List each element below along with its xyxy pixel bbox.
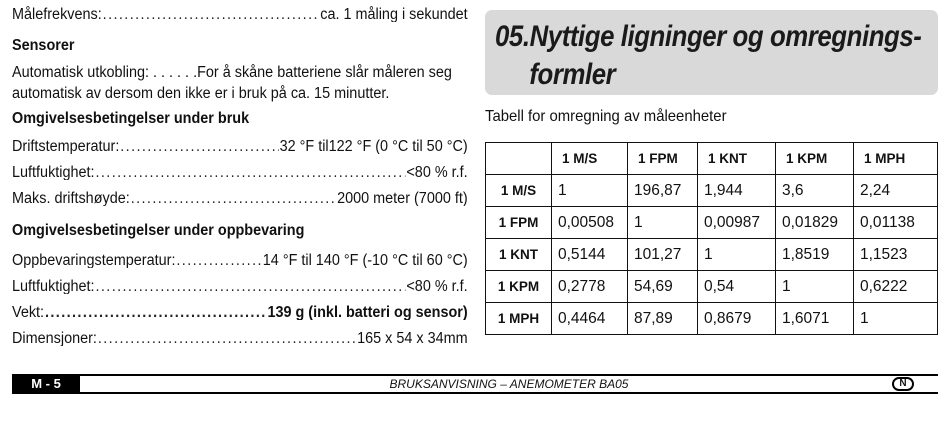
spec-value: 14 °F til 140 °F (-10 °C til 60 °C) <box>262 251 468 268</box>
spec-label: Vekt: <box>12 303 45 320</box>
table-cell: 1 <box>552 175 628 207</box>
heading-oppbevaring: Omgivelsesbetingelser under oppbevaring <box>12 222 305 239</box>
table-row <box>486 207 938 239</box>
table-row <box>486 175 938 207</box>
spec-row-hoyde <box>12 184 468 206</box>
auto-off-text-2: automatisk av dersom den ikke er i bruk på ca. 15 minutter. <box>12 85 390 102</box>
spec-value: 139 g (inkl. batteri og sensor) <box>267 303 468 320</box>
section-title-line-1: 05.Nyttige ligninger og omregnings- <box>495 20 922 53</box>
table-cell: 87,89 <box>628 303 698 335</box>
page-number: M - 5 <box>31 376 61 391</box>
table-row <box>486 303 938 335</box>
table-cell: 1 <box>698 239 776 271</box>
table-cell: 1,944 <box>698 175 776 207</box>
spec-label: Målefrekvens: <box>12 5 102 22</box>
spec-value: <80 % r.f. <box>406 277 468 294</box>
column-header: 1 M/S <box>552 143 628 175</box>
table-cell: 1,6071 <box>776 303 854 335</box>
table-cell: 1,1523 <box>854 239 938 271</box>
spec-value: <80 % r.f. <box>406 163 468 180</box>
dot-leader: . . . . . . <box>149 64 198 81</box>
row-header: 1 MPH <box>486 303 552 335</box>
spec-auto-off <box>12 62 468 104</box>
spec-row-malefrekvens <box>12 0 468 22</box>
table-cell: 101,27 <box>628 239 698 271</box>
table-cell: 196,87 <box>628 175 698 207</box>
section-title <box>495 18 921 94</box>
spec-label: Automatisk utkobling: <box>12 64 150 81</box>
spec-value: ca. 1 måling i sekundet <box>320 5 468 22</box>
spec-value: 2000 meter (7000 ft) <box>337 189 468 206</box>
dot-leader <box>95 279 405 295</box>
dot-leader <box>95 165 405 181</box>
table-cell: 1 <box>854 303 938 335</box>
column-header: 1 KPM <box>776 143 854 175</box>
language-badge: N <box>892 377 914 391</box>
dot-leader <box>98 331 356 347</box>
spec-label: Oppbevaringstemperatur: <box>12 251 176 268</box>
table-cell: 1 <box>628 207 698 239</box>
table-header-row <box>486 143 938 175</box>
footer-band <box>80 376 938 392</box>
corner-cell <box>486 143 552 175</box>
table-cell: 0,2778 <box>552 271 628 303</box>
spec-row-vekt <box>12 298 468 320</box>
table-cell: 0,8679 <box>698 303 776 335</box>
table-cell: 0,4464 <box>552 303 628 335</box>
spec-row-drift-temp <box>12 132 468 154</box>
column-header: 1 KNT <box>698 143 776 175</box>
section-title-line-2: formler <box>529 58 616 91</box>
page-footer <box>12 374 938 394</box>
table-cell: 3,6 <box>776 175 854 207</box>
table-cell: 54,69 <box>628 271 698 303</box>
spec-label: Driftstemperatur: <box>12 137 120 154</box>
dot-leader <box>45 305 267 321</box>
table-cell: 0,00987 <box>698 207 776 239</box>
spec-label: Maks. driftshøyde: <box>12 189 130 206</box>
auto-off-text-1: For å skåne batteriene slår måleren seg <box>197 64 452 81</box>
table-cell: 0,54 <box>698 271 776 303</box>
spec-row-luft-1 <box>12 158 468 180</box>
row-header: 1 KPM <box>486 271 552 303</box>
spec-label: Luftfuktighet: <box>12 277 95 294</box>
table-cell: 1 <box>776 271 854 303</box>
table-row <box>486 239 938 271</box>
dot-leader <box>103 7 320 23</box>
spec-label: Dimensjoner: <box>12 329 97 346</box>
spec-value: 165 x 54 x 34mm <box>357 329 468 346</box>
row-header: 1 M/S <box>486 175 552 207</box>
table-caption: Tabell for omregning av måleenheter <box>485 108 727 125</box>
dot-leader <box>120 139 278 155</box>
spec-row-oppbev-temp <box>12 246 468 268</box>
table-row <box>486 271 938 303</box>
table-cell: 0,01829 <box>776 207 854 239</box>
document-title: BRUKSANVISNING – ANEMOMETER BA05 <box>389 377 629 391</box>
heading-sensorer: Sensorer <box>12 37 75 54</box>
conversion-table <box>485 142 938 335</box>
spec-row-luft-2 <box>12 272 468 294</box>
column-header: 1 MPH <box>854 143 938 175</box>
heading-bruk: Omgivelsesbetingelser under bruk <box>12 110 250 127</box>
row-header: 1 FPM <box>486 207 552 239</box>
spec-label: Luftfuktighet: <box>12 163 95 180</box>
table-cell: 0,01138 <box>854 207 938 239</box>
spec-row-dimensjoner <box>12 324 468 346</box>
table-cell: 0,5144 <box>552 239 628 271</box>
dot-leader <box>176 253 261 269</box>
table-cell: 2,24 <box>854 175 938 207</box>
column-header: 1 FPM <box>628 143 698 175</box>
section-title-box <box>485 10 938 95</box>
spec-value: 32 °F til122 °F (0 °C til 50 °C) <box>279 137 468 154</box>
dot-leader <box>131 191 336 207</box>
table-cell: 1,8519 <box>776 239 854 271</box>
table-cell: 0,6222 <box>854 271 938 303</box>
table-cell: 0,00508 <box>552 207 628 239</box>
row-header: 1 KNT <box>486 239 552 271</box>
